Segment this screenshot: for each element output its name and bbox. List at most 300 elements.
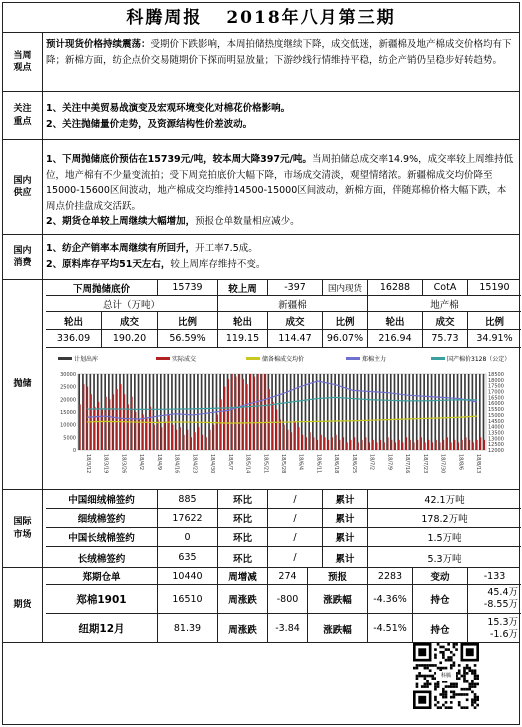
bar-actual xyxy=(205,437,207,450)
legend-label: 实际成交 xyxy=(172,356,197,363)
intl-contract-name: 长绒棉签约 xyxy=(46,547,158,568)
x-tick-label: 18/4/2 xyxy=(138,454,145,471)
y-right-tick-label: 14000 xyxy=(488,424,504,431)
col-out: 轮出 xyxy=(368,312,423,330)
fut-change-label: 变动 xyxy=(413,568,468,585)
bar-actual xyxy=(242,379,244,450)
bar-plan xyxy=(394,374,396,450)
bar-actual xyxy=(483,440,485,450)
group-total-header: 总计（万吨） xyxy=(46,296,218,312)
consumption-text xyxy=(46,241,515,272)
fut-zhengmian-weekchg-label: 周涨跌 xyxy=(218,585,268,614)
bar-actual xyxy=(350,440,352,450)
bar-actual xyxy=(179,427,181,450)
intl-contract-value: 635 xyxy=(158,547,218,568)
intl-mom-value: / xyxy=(268,509,323,528)
xj-out: 119.15 xyxy=(218,330,268,348)
bar-actual xyxy=(190,437,192,450)
bar-plan xyxy=(368,374,370,450)
fut-zhengmian-oi-label: 持仓 xyxy=(413,585,468,614)
publisher-name: 科腾周报 xyxy=(126,8,203,28)
bar-actual xyxy=(472,442,474,450)
bar-plan xyxy=(472,374,474,450)
bar-actual xyxy=(354,437,356,450)
intl-mom-label: 环比 xyxy=(218,490,268,509)
col-deal: 成交 xyxy=(423,312,468,330)
bar-plan xyxy=(357,374,359,450)
y-left-tick-label: 30000 xyxy=(60,372,76,378)
y-right-tick-label: 15500 xyxy=(488,407,504,414)
bar-actual xyxy=(175,430,177,450)
bar-actual xyxy=(183,435,185,450)
consumption-row xyxy=(3,235,519,280)
x-tick-label: 18/5/7 xyxy=(226,454,233,471)
fut-zhengmian-pct-label: 涨跌幅 xyxy=(308,585,368,614)
y-right-tick-label: 12000 xyxy=(488,448,504,454)
bar-actual xyxy=(468,440,470,450)
col-out: 轮出 xyxy=(218,312,268,330)
x-tick-label: 18/8/6 xyxy=(457,454,464,471)
bar-actual xyxy=(116,389,118,450)
intl-mom-label: 环比 xyxy=(218,528,268,547)
fut-weekchange-value: 274 xyxy=(268,568,308,585)
intl-cum-label: 累计 xyxy=(323,509,368,528)
bar-actual xyxy=(335,435,337,450)
fut-warehouse-value: 10440 xyxy=(158,568,218,585)
x-tick-label: 18/3/12 xyxy=(84,454,91,474)
bar-actual xyxy=(376,442,378,450)
bar-actual xyxy=(279,420,281,450)
fut-zhengmian-pct-value: -4.36% xyxy=(368,585,413,614)
bar-plan xyxy=(412,374,414,450)
fut-ny-pct-label: 涨跌幅 xyxy=(308,614,368,643)
fut-ny-value: 81.39 xyxy=(158,614,218,643)
bar-plan xyxy=(316,374,318,450)
intl-mom-value: / xyxy=(268,547,323,568)
x-tick-label: 18/4/30 xyxy=(209,454,216,474)
legend-swatch xyxy=(431,357,445,360)
issue-label: 2018年八月第三期 xyxy=(226,8,396,28)
intl-contract-name: 中国长绒棉签约 xyxy=(46,528,158,547)
bar-actual xyxy=(276,409,278,450)
x-tick-label: 18/6/11 xyxy=(315,454,322,474)
bar-actual xyxy=(213,425,215,450)
bar-plan xyxy=(468,374,470,450)
bar-actual xyxy=(239,374,241,450)
legend-item xyxy=(156,354,196,363)
supply-item1-body: 当周拍储总成交率14.9%，成交率较上周维持低位，地产棉有不少量变流拍；受下周竞拍底价大幅下降，市场成交清淡，观望情绪浓。新疆棉成交均价降至15000-15600区间波动，地产棉成交均维持14500-15000区间波动，新棉方面，伴随郑棉价格大幅下跌，本周点价挂盘成交活跃。 xyxy=(46,154,514,212)
x-tick-label: 18/7/9 xyxy=(386,454,393,471)
bar-actual xyxy=(365,437,367,450)
bar-actual xyxy=(83,384,85,450)
report-page xyxy=(2,2,520,725)
legend-item xyxy=(346,354,386,363)
bar-plan xyxy=(453,374,455,450)
supply-item2-body: 预报仓单数量相应减少。 xyxy=(195,216,300,227)
qr-code xyxy=(413,643,479,719)
bar-actual xyxy=(135,412,137,450)
bar-actual xyxy=(480,437,482,450)
legend-swatch xyxy=(346,357,360,360)
chart-legend xyxy=(46,354,520,364)
oi-change: -1.6万 xyxy=(489,628,518,640)
fut-forecast-value: 2283 xyxy=(368,568,413,585)
bar-actual xyxy=(198,427,200,450)
bar-actual xyxy=(120,384,122,450)
col-ratio: 比例 xyxy=(323,312,368,330)
y-right-tick-label: 12500 xyxy=(488,442,504,449)
bar-actual xyxy=(379,440,381,450)
bar-actual xyxy=(339,440,341,450)
x-tick-label: 18/4/16 xyxy=(173,454,180,474)
bar-plan xyxy=(379,374,381,450)
bar-actual xyxy=(413,442,415,450)
vs-label: 较上周 xyxy=(218,280,268,296)
legend-label: 计划出库 xyxy=(74,356,99,363)
focus-item: 2、关注抛储量价走势，及资源结构性价差波动。 xyxy=(46,118,253,130)
bar-actual xyxy=(261,374,263,450)
spot-value: 16288 xyxy=(368,280,423,296)
oi-total: 45.4万 xyxy=(487,587,518,598)
col-deal: 成交 xyxy=(102,312,158,330)
fut-zhengmian-value: 16510 xyxy=(158,585,218,614)
bar-plan xyxy=(427,374,429,450)
fut-change-value: -133 xyxy=(468,568,521,585)
supply-label: 国内 供应 xyxy=(3,140,43,234)
cota-value: 15190 xyxy=(468,280,521,296)
bar-actual xyxy=(235,377,237,450)
bar-actual xyxy=(424,442,426,450)
views-row xyxy=(3,33,519,92)
y-right-tick-label: 16000 xyxy=(488,401,504,408)
bar-plan xyxy=(360,374,362,450)
chart-svg xyxy=(46,350,520,486)
y-left-tick-label: 10000 xyxy=(60,422,76,429)
x-tick-label: 18/3/19 xyxy=(102,454,109,474)
x-tick-label: 18/7/30 xyxy=(439,454,446,474)
fut-ny-oi-value xyxy=(468,614,521,643)
views-label: 当周 观点 xyxy=(3,33,43,91)
bar-actual xyxy=(398,440,400,450)
intl-contract-value: 885 xyxy=(158,490,218,509)
bar-actual xyxy=(465,437,467,450)
qr-caption: 科腾 xyxy=(436,671,456,681)
x-tick-label: 18/8/13 xyxy=(475,454,482,474)
total-deal: 190.20 xyxy=(102,330,158,348)
intl-mom-value: / xyxy=(268,490,323,509)
bar-actual xyxy=(324,437,326,450)
bar-actual xyxy=(264,374,266,450)
legend-item xyxy=(58,354,98,363)
futures-row xyxy=(3,568,519,643)
fut-zhengmian-weekchg-value: -800 xyxy=(268,585,308,614)
oi-change: -8.55万 xyxy=(483,599,518,610)
y-left-tick-label: 5000 xyxy=(63,435,76,442)
bar-actual xyxy=(109,399,111,450)
fut-ny-weekchg-label: 周涨跌 xyxy=(218,614,268,643)
bar-plan xyxy=(423,374,425,450)
bar-actual xyxy=(316,440,318,450)
intl-cum-value: 5.3万吨 xyxy=(427,553,462,565)
intl-mom-label: 环比 xyxy=(218,509,268,528)
y-right-tick-label: 16500 xyxy=(488,395,504,402)
bar-actual xyxy=(227,379,229,450)
vs-value: -397 xyxy=(268,280,323,296)
legend-item xyxy=(431,354,510,363)
fut-zhengmian-label: 郑棉1901 xyxy=(46,585,158,614)
auction-chart xyxy=(46,350,520,488)
total-ratio: 56.59% xyxy=(158,330,218,348)
fut-ny-pct-value: -4.51% xyxy=(368,614,413,643)
intl-contract-value: 17622 xyxy=(158,509,218,528)
legend-label: 郑棉主力 xyxy=(362,356,387,363)
intl-mom-label: 环比 xyxy=(218,547,268,568)
cota-label: CotA xyxy=(423,280,468,296)
bar-actual xyxy=(450,442,452,450)
fut-warehouse-label: 郑期仓单 xyxy=(46,568,158,585)
intl-cum-value: 1.5万吨 xyxy=(368,528,521,547)
x-tick-label: 18/3/26 xyxy=(120,454,127,474)
bar-actual xyxy=(405,437,407,450)
xj-ratio: 96.07% xyxy=(323,330,368,348)
bar-actual xyxy=(220,399,222,450)
x-tick-label: 18/6/4 xyxy=(297,454,304,471)
group-local-header: 地产棉 xyxy=(368,296,521,312)
bar-actual xyxy=(294,422,296,450)
y-right-tick-label: 13000 xyxy=(488,436,504,443)
views-lead: 预计现货价格持续震荡： xyxy=(46,39,151,50)
x-tick-label: 18/7/2 xyxy=(368,454,375,471)
bar-actual xyxy=(138,420,140,450)
bar-actual xyxy=(431,442,433,450)
bar-actual xyxy=(142,415,144,450)
bar-plan xyxy=(371,374,373,450)
bar-actual xyxy=(328,440,330,450)
y-left-tick-label: 15000 xyxy=(60,410,76,416)
bar-actual xyxy=(305,437,307,450)
bar-actual xyxy=(209,430,211,450)
intl-cum-value: 178.2万吨 xyxy=(368,509,521,528)
y-right-tick-label: 17000 xyxy=(488,389,504,396)
bar-actual xyxy=(372,440,374,450)
x-tick-label: 18/7/23 xyxy=(421,454,428,474)
xj-deal: 114.47 xyxy=(268,330,323,348)
legend-swatch xyxy=(246,357,260,360)
bar-plan xyxy=(460,374,462,450)
floor-value: 15739 xyxy=(158,280,218,296)
bar-actual xyxy=(101,409,103,450)
col-ratio: 比例 xyxy=(468,312,521,330)
intl-cum-value: 42.1万吨 xyxy=(368,490,521,509)
bar-actual xyxy=(309,432,311,450)
bar-actual xyxy=(420,437,422,450)
bar-actual xyxy=(168,415,170,450)
legend-swatch xyxy=(58,357,72,360)
bar-actual xyxy=(164,422,166,450)
bar-plan xyxy=(438,374,440,450)
intl-contract-name: 细绒棉签约 xyxy=(46,509,158,528)
bar-plan xyxy=(327,374,329,450)
consumption-item2-body: 较上周库存维持不变。 xyxy=(170,258,266,270)
intl-cum-label: 累计 xyxy=(323,547,368,568)
y-right-tick-label: 17500 xyxy=(488,383,504,390)
bar-actual xyxy=(246,384,248,450)
bar-actual xyxy=(461,440,463,450)
bar-actual xyxy=(428,440,430,450)
intl-cum-label: 累计 xyxy=(323,528,368,547)
bar-actual xyxy=(357,442,359,450)
consumption-item1-lead: 1、纺企产销率本周继续有所回升， xyxy=(46,243,196,254)
bar-actual xyxy=(161,427,163,450)
x-tick-label: 18/6/25 xyxy=(350,454,357,474)
bar-actual xyxy=(105,397,107,450)
bar-actual xyxy=(131,397,133,450)
fut-ny-oi-label: 持仓 xyxy=(413,614,468,643)
fut-forecast-label: 预报 xyxy=(308,568,368,585)
bar-actual xyxy=(290,432,292,450)
col-out: 轮出 xyxy=(46,312,102,330)
fut-ny-label: 纽期12月 xyxy=(46,614,158,643)
bar-plan xyxy=(416,374,418,450)
bar-plan xyxy=(375,374,377,450)
bar-plan xyxy=(349,374,351,450)
fut-zhengmian-oi-value xyxy=(468,585,521,614)
oi-total: 15.3万 xyxy=(487,616,518,628)
bar-actual xyxy=(187,430,189,450)
supply-item2-lead: 2、期货仓单较上周继续大幅增加， xyxy=(46,216,196,227)
bar-plan xyxy=(449,374,451,450)
consumption-item1-body: 开工率7.5成。 xyxy=(195,243,258,254)
bar-actual xyxy=(443,440,445,450)
bar-actual xyxy=(435,440,437,450)
bar-plan xyxy=(383,374,385,450)
total-out: 336.09 xyxy=(46,330,102,348)
bar-plan xyxy=(457,374,459,450)
bar-actual xyxy=(409,440,411,450)
bar-actual xyxy=(454,440,456,450)
bar-plan xyxy=(434,374,436,450)
y-left-tick-label: 0 xyxy=(72,448,76,454)
bar-actual xyxy=(257,374,259,450)
focus-row xyxy=(3,92,519,140)
x-tick-label: 18/5/28 xyxy=(280,454,286,474)
report-title xyxy=(3,3,519,33)
dc-out: 216.94 xyxy=(368,330,423,348)
intl-cum-label: 累计 xyxy=(323,490,368,509)
x-tick-label: 18/4/9 xyxy=(155,454,162,471)
legend-label: 国产棉价3128（公定） xyxy=(447,356,511,363)
bar-actual xyxy=(94,407,96,450)
y-right-tick-label: 15000 xyxy=(488,412,504,419)
fut-weekchange-label: 周增减 xyxy=(218,568,268,585)
auction-label: 抛储 xyxy=(3,280,43,489)
bar-actual xyxy=(476,440,478,450)
supply-text xyxy=(46,152,515,230)
y-right-tick-label: 18000 xyxy=(488,377,504,384)
bar-plan xyxy=(397,374,399,450)
y-right-tick-label: 18500 xyxy=(488,372,504,378)
bar-plan xyxy=(483,374,485,450)
bar-actual xyxy=(127,404,129,450)
bar-actual xyxy=(150,407,152,450)
bar-plan xyxy=(401,374,403,450)
futures-label: 期货 xyxy=(3,568,43,642)
bar-plan xyxy=(390,374,392,450)
intl-mom-value: / xyxy=(268,528,323,547)
bar-actual xyxy=(368,442,370,450)
bar-actual xyxy=(272,402,274,450)
views-text xyxy=(46,37,515,68)
bar-actual xyxy=(346,442,348,450)
bar-actual xyxy=(153,425,155,450)
intl-contract-value: 0 xyxy=(158,528,218,547)
intl-contract-name: 中国细绒棉签约 xyxy=(46,490,158,509)
bar-actual xyxy=(320,435,322,450)
focus-item: 1、关注中美贸易战演变及宏观环境变化对棉花价格影响。 xyxy=(46,103,291,114)
consumption-label: 国内 消费 xyxy=(3,235,43,279)
focus-list xyxy=(46,101,515,132)
bar-actual xyxy=(457,442,459,450)
bar-plan xyxy=(345,374,347,450)
intl-row xyxy=(3,490,519,568)
bar-actual xyxy=(172,425,174,450)
bar-actual xyxy=(439,442,441,450)
y-left-tick-label: 25000 xyxy=(60,384,76,391)
dc-ratio: 34.91% xyxy=(468,330,521,348)
bar-actual xyxy=(216,415,218,450)
bar-actual xyxy=(194,432,196,450)
bar-actual xyxy=(250,374,252,450)
bar-actual xyxy=(313,437,315,450)
bar-actual xyxy=(224,387,226,450)
bar-actual xyxy=(394,442,396,450)
bar-actual xyxy=(298,427,300,450)
supply-row xyxy=(3,140,519,235)
group-xinjiang-header: 新疆棉 xyxy=(218,296,368,312)
col-deal: 成交 xyxy=(268,312,323,330)
bar-actual xyxy=(342,437,344,450)
legend-swatch xyxy=(156,357,170,360)
bar-actual xyxy=(402,442,404,450)
bar-actual xyxy=(417,440,419,450)
x-tick-label: 18/5/21 xyxy=(262,454,269,474)
y-left-tick-label: 20000 xyxy=(60,397,76,404)
bar-actual xyxy=(391,440,393,450)
col-ratio: 比例 xyxy=(158,312,218,330)
y-right-tick-label: 13500 xyxy=(488,430,504,437)
bar-plan xyxy=(408,374,410,450)
bar-actual xyxy=(231,374,233,450)
bar-actual xyxy=(446,437,448,450)
bar-actual xyxy=(79,404,81,450)
bar-plan xyxy=(475,374,477,450)
intl-label: 国际 市场 xyxy=(3,490,43,567)
consumption-item2-lead: 2、原料库存平均51天左右， xyxy=(46,258,171,270)
bar-actual xyxy=(383,442,385,450)
bar-actual xyxy=(253,377,255,450)
bar-actual xyxy=(86,387,88,450)
focus-label: 关注 重点 xyxy=(3,92,43,139)
bar-plan xyxy=(431,374,433,450)
views-body: 受期价下跌影响，本周拍储热度继续下降，成交低迷，新疆棉及地产棉成交价格均有下降；新棉方面，纺企点价交易随期价下探而明显放量；下游纱线行情维持平稳，纺企产销仍呈稳步好转趋势。 xyxy=(46,39,512,66)
x-tick-label: 18/6/18 xyxy=(333,454,340,474)
bar-actual xyxy=(387,437,389,450)
bar-actual xyxy=(201,435,203,450)
bar-actual xyxy=(287,430,289,450)
supply-item1-lead: 1、下周抛储底价预估在15739元/吨，较本周大降397元/吨。 xyxy=(46,154,312,165)
floor-label: 下周抛储底价 xyxy=(46,280,158,296)
bar-actual xyxy=(361,440,363,450)
